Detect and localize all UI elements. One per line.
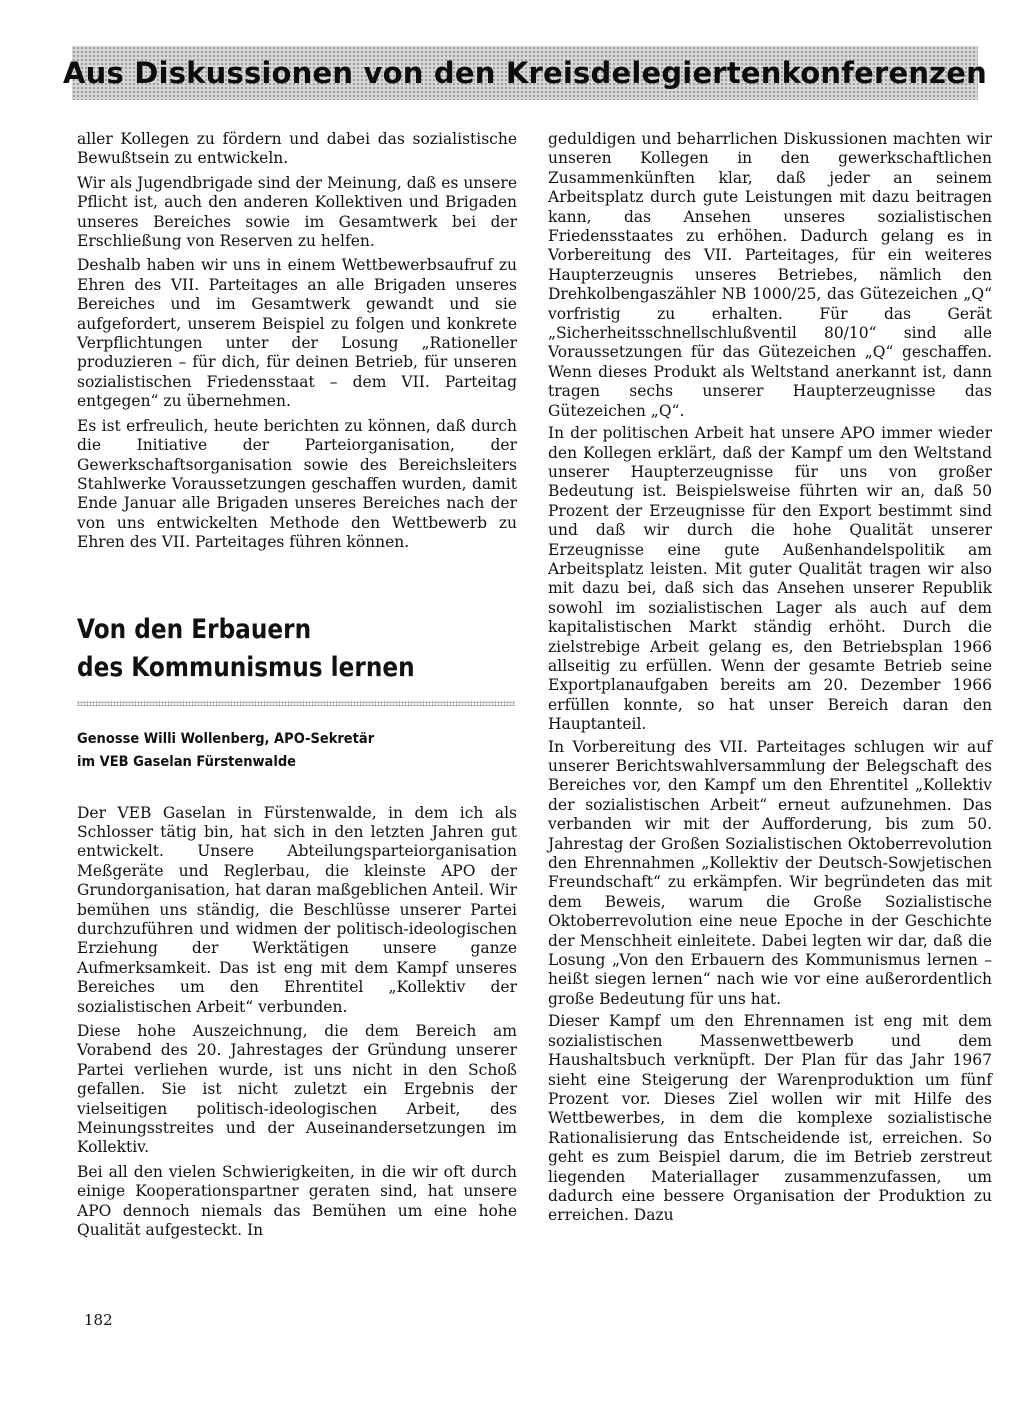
author-byline: [77, 728, 473, 774]
article-title-line: Von den Erbauern: [77, 613, 312, 645]
paragraph: aller Kollegen zu fördern und dabei das sozialistische Bewußtsein zu entwickeln.: [77, 130, 517, 168]
paragraph: Wir als Jugendbrigade sind der Meinung, daß es unsere Pflicht ist, auch den anderen Kollektiven und Brigaden unseres Bereiches sowie im Gesamtwerk bei der Erschließung von Reserven zu helfen.: [77, 173, 517, 251]
author-byline-line: im VEB Gaselan Fürstenwalde: [77, 753, 297, 770]
paragraph: geduldigen und beharrlichen Diskussionen machten wir unseren Kollegen in den gewerkschaftlichen Zusammenkünften klar, daß jeder an seinem Arbeitsplatz durch gute Leistungen mit dazu beitragen kann, das Ansehen unseres sozialistischen Friedensstaates zu erhöhen. Dadurch gelang es in Vorbereitung des VII. Parteitages, für ein weiteres Haupterzeugnis unseres Betriebes, nämlich den Drehkolbengaszähler NB 1000/25, das Gütezeichen „Q“ vorfristig zu erhalten. Für das Gerät „Sicherheitsschnellschlußventil 80/10“ sind alle Voraussetzungen für das Gütezeichen „Q“ geschaffen. Wenn dieses Produkt als Weltstand anerkannt ist, dann tragen sechs unserer Haupterzeugnisse das Gütezeichen „Q“.: [548, 130, 992, 420]
paragraph: In der politischen Arbeit hat unsere APO immer wieder den Kollegen erklärt, daß der Kampf um den Weltstand unserer Haupterzeugnisse für uns von großer Bedeutung ist. Beispielsweise führten wir an, daß 50 Prozent der Erzeugnisse für den Export bestimmt sind und daß wir durch die hohe Qualität unserer Erzeugnisse eine gute Außenhandelspolitik am Arbeitsplatz leisten. Mit guter Qualität tragen wir also mit dazu bei, daß sich das Ansehen unserer Republik sowohl im sozialistischen Lager als auch auf dem kapitalistischen Markt ständig erhöht. Durch die zielstrebige Arbeit gelang es, den Betriebsplan 1966 allseitig zu erfüllen. Wenn der gesamte Betrieb seine Exportplanaufgaben bereits am 20. Dezember 1966 erfüllen konnte, so hat unser Bereich daran den Hauptanteil.: [548, 424, 992, 734]
author-byline-line: Genosse Willi Wollenberg, APO-Sekretär: [77, 730, 375, 747]
article-title-line: des Kommunismus lernen: [77, 651, 415, 683]
paragraph: Bei all den vielen Schwierigkeiten, in die wir oft durch einige Kooperationspartner geraten sind, hat unsere APO dennoch niemals das Bemühen um eine hohe Qualität aufgesteckt. In: [77, 1162, 517, 1240]
header-banner: [63, 46, 987, 100]
article-title: [77, 611, 516, 687]
page-header-title: Aus Diskussionen von den Kreisdelegiertenkonferenzen: [63, 56, 987, 90]
paragraph: Dieser Kampf um den Ehrennamen ist eng mit dem sozialistischen Massenwettbewerb und dem Haushaltsbuch verknüpft. Der Plan für das Jahr 1967 sieht eine Steigerung der Warenproduktion um fünf Prozent vor. Dieses Ziel wollen wir mit Hilfe des Wettbewerbes, in dem die komplexe sozialistische Rationalisierung das Entscheidende ist, erreichen. So geht es zum Beispiel darum, die im Betrieb zerstreut liegenden Materiallager zusammenzufassen, um dadurch eine bessere Organisation der Produktion zu erreichen. Dazu: [548, 1012, 992, 1225]
paragraph: Diese hohe Auszeichnung, die dem Bereich am Vorabend des 20. Jahrestages der Gründung unserer Partei verliehen wurde, ist uns nicht in den Schoß gefallen. Sie ist nicht zuletzt ein Ergebnis der vielseitigen politisch-ideologischen Arbeit, des Meinungsstreites und der Auseinandersetzungen im Kollektiv.: [77, 1022, 517, 1157]
right-column: [548, 130, 992, 1229]
paragraph: Deshalb haben wir uns in einem Wettbewerbsaufruf zu Ehren des VII. Parteitages an alle Brigaden unseres Bereiches und im Gesamtwerk gewandt und sie aufgefordert, unserem Beispiel zu folgen und konkrete Verpflichtungen unter der Losung „Rationeller produzieren – für dich, für deinen Betrieb, für unseren sozialistischen Friedensstaat – dem VII. Parteitag entgegen“ zu übernehmen.: [77, 256, 517, 411]
paragraph: In Vorbereitung des VII. Parteitages schlugen wir auf unserer Berichtswahlversammlung der Belegschaft des Bereiches vor, den Kampf um den Ehrentitel „Kollektiv der sozialistischen Arbeit“ erneut aufzunehmen. Das verbanden wir mit der Aufforderung, bis zum 50. Jahrestag der Großen Sozialistischen Oktoberrevolution den Ehrennahmen „Kollektiv der Deutsch-Sowjetischen Freundschaft“ zu erkämpfen. Wir begründeten das mit dem Beweis, warum die Große Sozialistische Oktoberrevolution eine neue Epoche in der Geschichte der Menschheit einleitete. Dabei legten wir dar, daß die Losung „Von den Erbauern des Kommunismus lernen – heißt siegen lernen“ nach wie vor eine außerordentlich große Bedeutung für uns hat.: [548, 737, 992, 1008]
left-column: [77, 130, 517, 1245]
spacer: [77, 774, 517, 804]
page-number: 182: [84, 1311, 113, 1329]
paragraph: Der VEB Gaselan in Fürstenwalde, in dem ich als Schlosser tätig bin, hat sich in den letzten Jahren gut entwickelt. Unsere Abteilungsparteiorganisation Meßgeräte und Reglerbau, die kleinste APO der Grundorganisation, hat daran maßgeblichen Anteil. Wir bemühen uns ständig, die Beschlüsse unserer Partei durchzuführen und widmen der politisch-ideologischen Erziehung der Werktätigen unsere ganze Aufmerksamkeit. Das ist eng mit dem Kampf unseres Bereiches um den Ehrentitel „Kollektiv der sozialistischen Arbeit“ verbunden.: [77, 803, 517, 1016]
paragraph: Es ist erfreulich, heute berichten zu können, daß durch die Initiative der Parteiorganisation, der Gewerkschaftsorganisation sowie des Bereichsleiters Stahlwerke Voraussetzungen geschaffen wurden, damit Ende Januar alle Brigaden unseres Bereiches nach der von uns entwickelten Methode den Wettbewerb zu Ehren des VII. Parteitages führen können.: [77, 416, 517, 552]
title-divider: [77, 701, 515, 706]
